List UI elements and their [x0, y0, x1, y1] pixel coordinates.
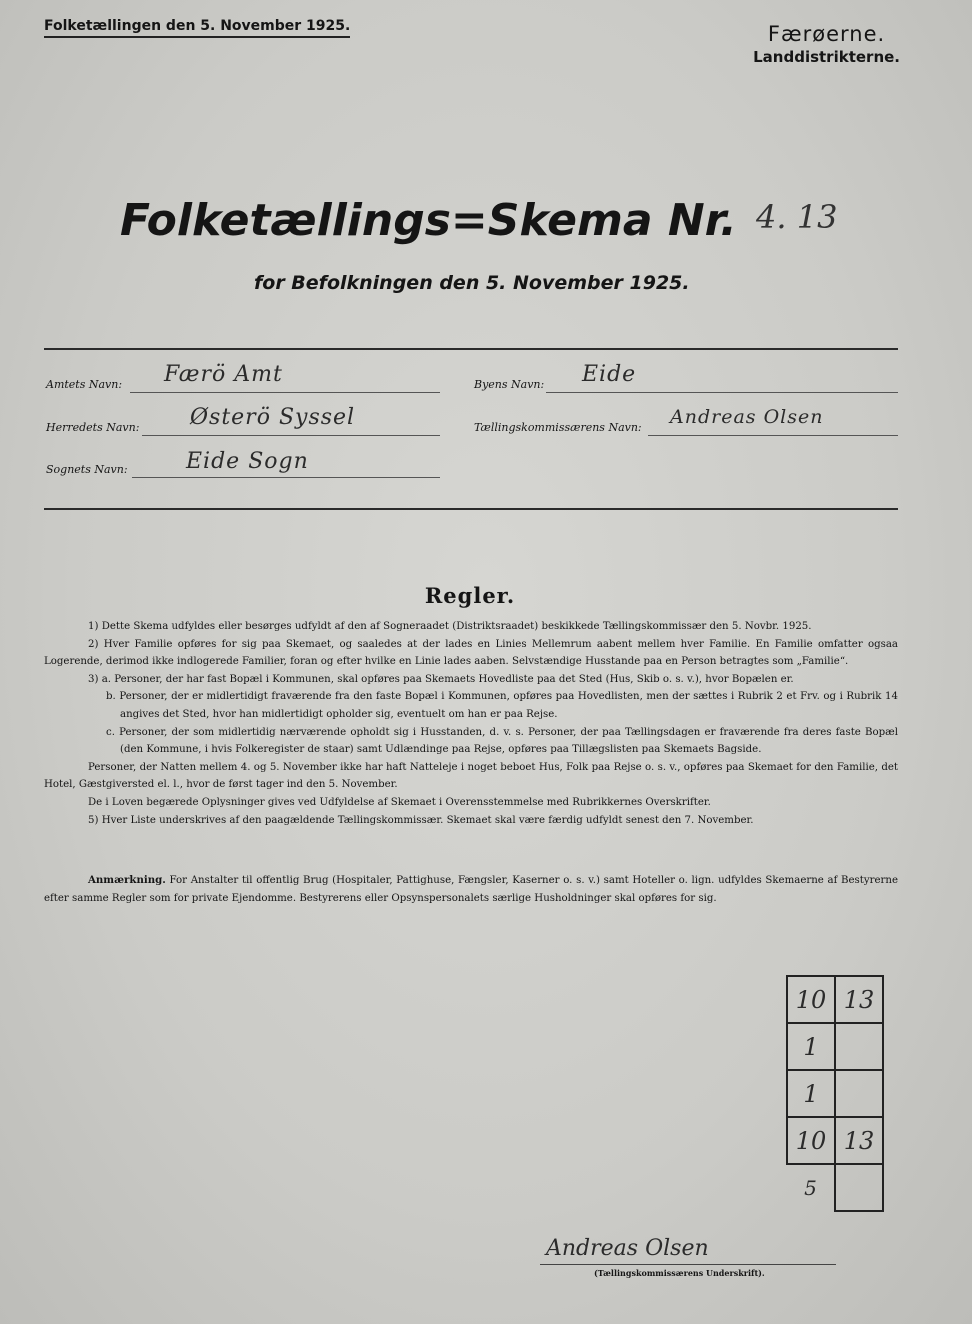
- sogn-line: [132, 477, 440, 478]
- top-rule: [44, 348, 898, 350]
- signature-handwritten: Andreas Olsen: [546, 1236, 709, 1261]
- header-region-name: Færøerne.: [767, 22, 886, 46]
- amt-value: Færö Amt: [164, 362, 283, 387]
- tally-cell: 13: [835, 976, 883, 1023]
- kommissaer-value: Andreas Olsen: [670, 406, 824, 428]
- tally-cell: [835, 1164, 883, 1211]
- tally-cell: 10: [787, 1117, 835, 1164]
- note-label: Anmærkning.: [88, 874, 166, 886]
- sogn-label: Sognets Navn:: [46, 463, 128, 476]
- form-title: Folketællings=Skema Nr.: [120, 195, 737, 246]
- rule-1: 1) Dette Skema udfyldes eller besørges udfyldt af den af Sogneraadet (Distriktsraadet) beskikkede Tællingskommissær den 5. Novbr. 1925.: [88, 621, 812, 632]
- rule-5: 5) Hver Liste underskrives af den paagældende Tællingskommissær. Skemaet skal være færdig udfyldt senest den 7. November.: [88, 814, 754, 826]
- tally-cell: 13: [835, 1117, 883, 1164]
- by-label: Byens Navn:: [474, 378, 545, 391]
- herred-value: Østerö Syssel: [190, 405, 356, 430]
- by-line: [546, 392, 898, 393]
- tally-cell: 1: [787, 1070, 835, 1117]
- tally-cell: 5: [787, 1164, 835, 1211]
- tally-cell: 10: [787, 976, 835, 1023]
- signature-label: (Tællingskommissærens Underskrift).: [594, 1268, 765, 1278]
- note-text: For Anstalter til offentlig Brug (Hospitaler, Pattighuse, Fængsler, Kaserner o. s. v.) samt Hoteller o. lign. udfyldes Skemaerne af Bestyrerne efter samme Regler som for private Ejendomme. Bestyrerens eller Opsynspersonalets særlige Husholdninger skal opføres for sig.: [44, 875, 898, 904]
- by-value: Eide: [582, 362, 637, 387]
- rule-4b: De i Loven begærede Oplysninger gives ved Udfyldelse af Skemaet i Overensstemmelse med Rubrikkernes Overskrifter.: [88, 796, 711, 808]
- rules-heading: Regler.: [424, 583, 516, 608]
- form-subtitle: for Befolkningen den 5. November 1925.: [254, 272, 690, 294]
- form-number-handwritten: 4. 13: [756, 198, 838, 236]
- tally-cell: [835, 1023, 883, 1070]
- tally-cell: [835, 1070, 883, 1117]
- rule-3c: c. Personer, der som midlertidig nærværende opholdt sig i Husstanden, d. v. s. Personer, der paa Tællingsdagen er fraværende fra deres faste Bopæl (den Kommune, i hvis Folkeregister de staar) samt Udlændinge paa Rejse, opføres paa Tillægslisten paa Skemaets Bagside.: [106, 726, 898, 756]
- kommissaer-label: Tællingskommissærens Navn:: [474, 421, 642, 434]
- rule-4: Personer, der Natten mellem 4. og 5. November ikke har haft Natteleje i noget beboet Hus, Folk paa Rejse o. s. v., opføres paa Skemaet for den Familie, det Hotel, Gæstgiversted el. l., hvor de først tager ind den 5. November.: [44, 761, 898, 791]
- header-region: [753, 22, 900, 66]
- tally-box: [786, 975, 884, 1212]
- signature-line: [540, 1264, 836, 1265]
- note-paragraph: [44, 872, 898, 907]
- bottom-rule: [44, 508, 898, 510]
- sogn-value: Eide Sogn: [186, 449, 309, 474]
- rules-text: [44, 618, 898, 829]
- tally-cell: 1: [787, 1023, 835, 1070]
- rule-3b: b. Personer, der er midlertidigt fraværende fra den faste Bopæl i Kommunen, opføres paa Hovedlisten, men der sættes i Rubrik 2 et Frv. og i Rubrik 14 angives det Sted, hvor han midlertidigt opholder sig, eventuelt om han er paa Rejse.: [106, 691, 898, 720]
- herred-line: [142, 435, 440, 436]
- amt-line: [130, 392, 440, 393]
- kommissaer-line: [648, 435, 898, 436]
- header-census-date: Folketællingen den 5. November 1925.: [44, 18, 350, 38]
- amt-label: Amtets Navn:: [46, 378, 123, 391]
- herred-label: Herredets Navn:: [46, 421, 140, 434]
- rule-3a: 3) a. Personer, der har fast Bopæl i Kommunen, skal opføres paa Skemaets Hovedliste paa det Sted (Hus, Skib o. s. v.), hvor Bopælen er.: [88, 673, 794, 685]
- header-region-district: Landdistrikterne.: [753, 48, 900, 66]
- rule-2: 2) Hver Familie opføres for sig paa Skemaet, og saaledes at der lades en Linies Mellemrum aabent mellem hver Familie. En Familie omfatter ogsaa Logerende, derimod ikke indlogerede Familier, foran og efter hvilke en Linie lades aaben. Selvstændige Husstande paa en Person betragtes som „Familie“.: [44, 638, 898, 668]
